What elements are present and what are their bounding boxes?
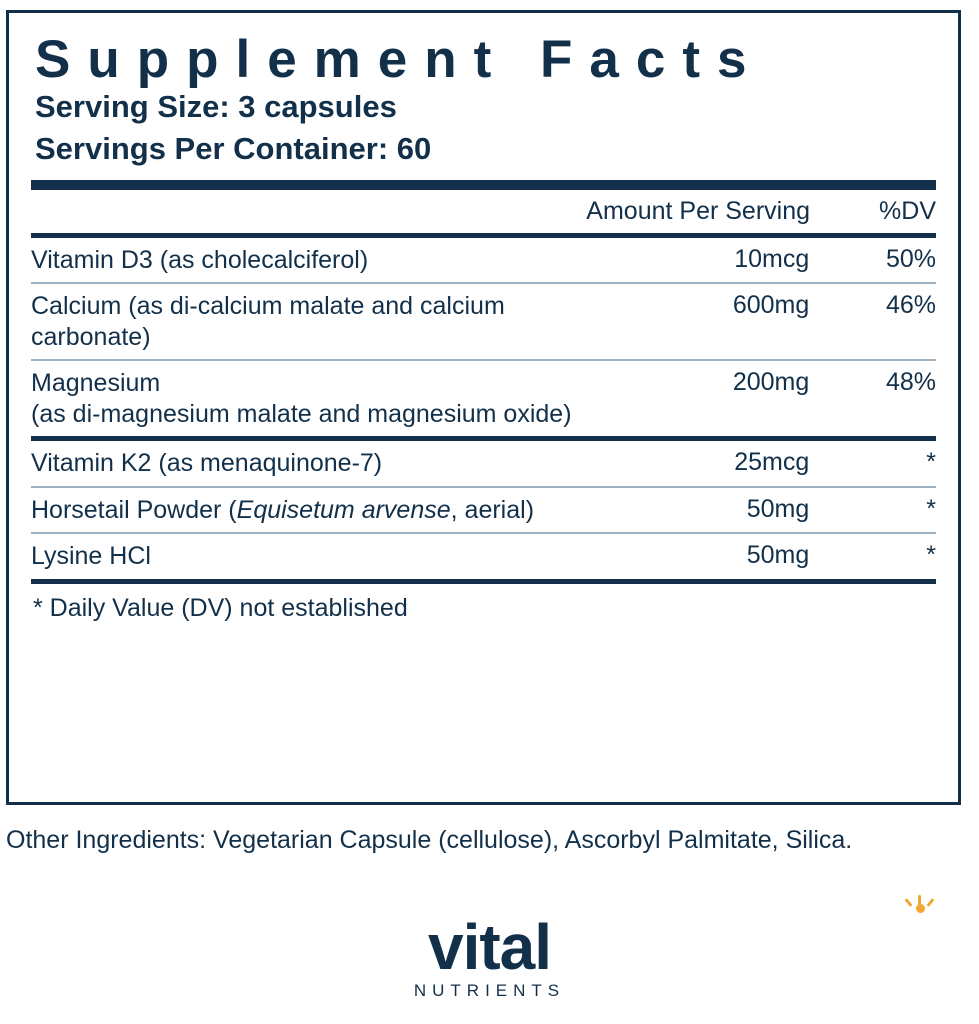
nutrient-dv: * bbox=[926, 448, 936, 477]
nutrient-name-line1: Magnesium bbox=[31, 369, 161, 398]
table-row bbox=[31, 534, 936, 579]
table-header-row bbox=[31, 190, 936, 233]
table-row bbox=[31, 441, 936, 486]
nutrient-amount: 50mg bbox=[746, 541, 810, 570]
nutrient-name-botanical: Equisetum arvense bbox=[236, 495, 451, 524]
nutrient-dv: 48% bbox=[885, 368, 936, 397]
nutrient-amount: 50mg bbox=[746, 494, 810, 523]
nutrient-amount: 600mg bbox=[732, 291, 810, 320]
servings-per-container: Servings Per Container: 60 bbox=[35, 130, 432, 166]
facts-table-body-2 bbox=[31, 284, 936, 359]
nutrient-name: Calcium (as di-calcium malate and calcium carbonate) bbox=[31, 292, 505, 351]
nutrient-amount: 200mg bbox=[732, 368, 810, 397]
facts-table-body-4 bbox=[31, 441, 936, 486]
sun-icon bbox=[903, 895, 937, 913]
facts-table-body-3 bbox=[31, 361, 936, 436]
logo-wordmark: vital bbox=[427, 911, 552, 983]
nutrient-name-prefix: Horsetail Powder ( bbox=[31, 495, 237, 524]
header-percent-dv: %DV bbox=[879, 196, 936, 225]
nutrient-dv: 46% bbox=[885, 291, 936, 320]
supplement-facts-panel bbox=[6, 10, 961, 805]
nutrient-name bbox=[31, 488, 592, 533]
nutrient-name: Vitamin D3 (as cholecalciferol) bbox=[31, 245, 369, 274]
nutrient-name-line2: (as di-magnesium malate and magnesium oxide) bbox=[31, 399, 572, 428]
table-row bbox=[31, 488, 936, 533]
facts-table bbox=[31, 190, 936, 233]
nutrient-name bbox=[31, 361, 592, 436]
nutrient-name: Lysine HCl bbox=[31, 542, 151, 571]
table-row bbox=[31, 361, 936, 436]
serving-size: Serving Size: 3 capsules bbox=[35, 89, 397, 124]
logo-subtext: NUTRIENTS bbox=[413, 981, 566, 1000]
facts-table-body-5 bbox=[31, 488, 936, 533]
header-amount-per-serving: Amount Per Serving bbox=[586, 196, 811, 225]
daily-value-footnote: * Daily Value (DV) not established bbox=[33, 593, 408, 622]
header-spacer bbox=[31, 190, 586, 233]
nutrient-amount: 25mcg bbox=[734, 448, 810, 477]
page-title: Supplement Facts bbox=[35, 30, 764, 89]
other-ingredients: Other Ingredients: Vegetarian Capsule (cellulose), Ascorbyl Palmitate, Silica. bbox=[6, 826, 853, 854]
nutrient-dv: * bbox=[926, 494, 936, 523]
facts-table-body-6 bbox=[31, 534, 936, 579]
facts-table-body bbox=[31, 238, 936, 283]
nutrient-dv: 50% bbox=[885, 244, 936, 273]
divider-thick-top bbox=[31, 180, 936, 190]
table-row bbox=[31, 284, 936, 359]
nutrient-dv: * bbox=[926, 541, 936, 570]
nutrient-name: Vitamin K2 (as menaquinone-7) bbox=[31, 449, 383, 478]
nutrient-name-suffix: , aerial) bbox=[450, 495, 535, 524]
brand-logo bbox=[0, 911, 979, 1001]
table-row bbox=[31, 238, 936, 283]
nutrient-amount: 10mcg bbox=[734, 244, 810, 273]
